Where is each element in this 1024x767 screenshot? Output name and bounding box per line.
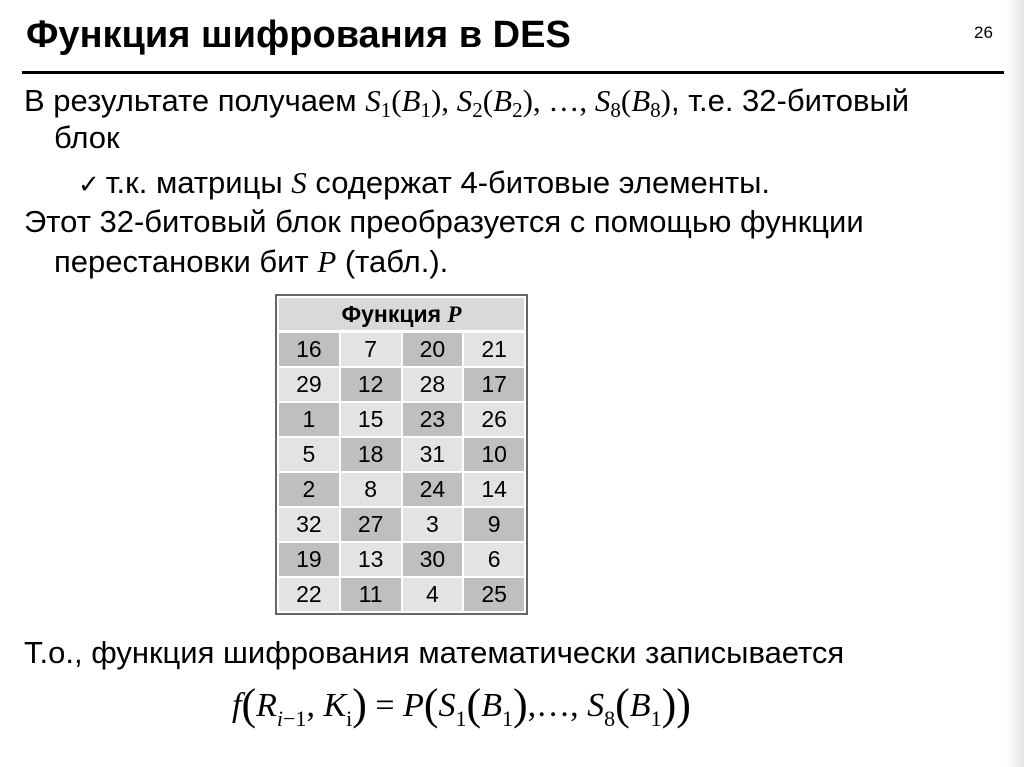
table-cell: 27 bbox=[340, 507, 402, 542]
bullet-suffix: содержат 4-битовые элементы. bbox=[306, 165, 771, 200]
table-cell: 17 bbox=[463, 367, 525, 402]
sbox-outputs-math: S1(B1), S2(B2), …, S8(B8) bbox=[365, 83, 671, 122]
table-cell: 12 bbox=[340, 367, 402, 402]
table-cell: 11 bbox=[340, 577, 402, 612]
table-cell: 18 bbox=[340, 437, 402, 472]
table-cell: 2 bbox=[278, 472, 340, 507]
table-cell: 1 bbox=[278, 402, 340, 437]
table-cell: 16 bbox=[278, 332, 340, 368]
table-cell: 30 bbox=[402, 542, 464, 577]
line1-suffix: , т.е. 32-битовый bbox=[670, 83, 910, 118]
table-cell: 7 bbox=[340, 332, 402, 368]
table-cell: 25 bbox=[463, 577, 525, 612]
bullet-var: S bbox=[291, 165, 307, 200]
table-row bbox=[278, 437, 525, 472]
bullet-item bbox=[78, 166, 770, 202]
title-underline bbox=[22, 71, 1004, 74]
slide-title: Функция шифрования в DES bbox=[26, 14, 571, 56]
table-header bbox=[278, 297, 525, 332]
table-cell: 31 bbox=[402, 437, 464, 472]
table-cell: 21 bbox=[463, 332, 525, 368]
slide-edge-shadow bbox=[1006, 0, 1024, 767]
table-cell: 20 bbox=[402, 332, 464, 368]
table-cell: 19 bbox=[278, 542, 340, 577]
table-cell: 32 bbox=[278, 507, 340, 542]
line5-prefix: перестановки бит bbox=[54, 244, 318, 279]
table-header-text: Функция bbox=[341, 300, 448, 327]
line1-prefix: В результате получаем bbox=[24, 83, 366, 118]
table-cell: 8 bbox=[340, 472, 402, 507]
table-row bbox=[278, 507, 525, 542]
table-row bbox=[278, 402, 525, 437]
table-cell: 15 bbox=[340, 402, 402, 437]
encryption-formula: $f(R_{i-1}$, $K_i$) = $P(S_1(B_1),\dots$, $S_8(B_1)$) bbox=[232, 680, 691, 731]
table-cell: 6 bbox=[463, 542, 525, 577]
table-row bbox=[278, 367, 525, 402]
text-line-2: блок bbox=[54, 120, 120, 155]
table-cell: 26 bbox=[463, 402, 525, 437]
table-row bbox=[278, 472, 525, 507]
table-cell: 3 bbox=[402, 507, 464, 542]
table-cell: 23 bbox=[402, 402, 464, 437]
table-cell: 29 bbox=[278, 367, 340, 402]
bullet-prefix: т.к. матрицы bbox=[105, 165, 292, 200]
line5-var: P bbox=[317, 244, 337, 279]
table-cell: 28 bbox=[402, 367, 464, 402]
table-cell: 4 bbox=[402, 577, 464, 612]
text-line-1 bbox=[24, 84, 909, 121]
table-cell: 24 bbox=[402, 472, 464, 507]
table-cell: 10 bbox=[463, 437, 525, 472]
line5-suffix: (табл.). bbox=[336, 244, 449, 279]
permutation-table bbox=[277, 296, 526, 613]
table-cell: 5 bbox=[278, 437, 340, 472]
table-row bbox=[278, 332, 525, 368]
page-number: 26 bbox=[974, 23, 993, 42]
table-cell: 14 bbox=[463, 472, 525, 507]
text-line-5 bbox=[54, 245, 448, 279]
table-cell: 22 bbox=[278, 577, 340, 612]
table-row bbox=[278, 542, 525, 577]
table-row bbox=[278, 577, 525, 612]
text-line-4: Этот 32-битовый блок преобразуется с помощью функции bbox=[24, 204, 864, 239]
text-line-6: Т.о., функция шифрования математически записывается bbox=[24, 635, 845, 670]
table-cell: 13 bbox=[340, 542, 402, 577]
checkmark-icon: ✓ bbox=[78, 170, 100, 200]
table-cell: 9 bbox=[463, 507, 525, 542]
table-header-var: P bbox=[447, 301, 462, 327]
